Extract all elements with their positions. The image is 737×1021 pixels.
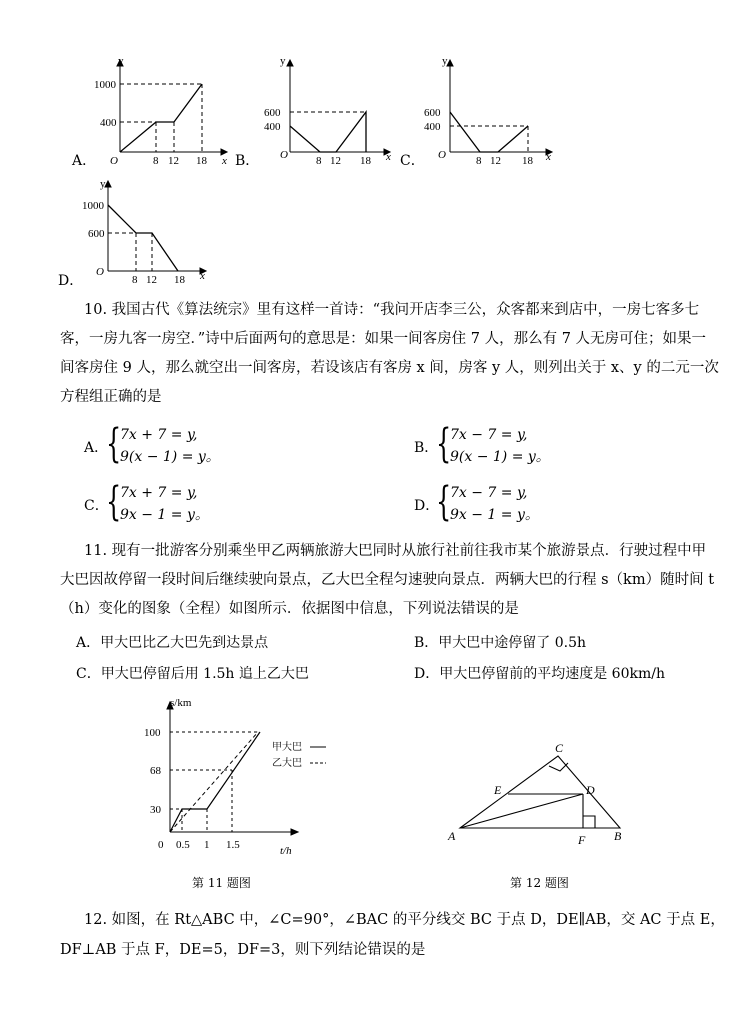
- x-tick: 18: [360, 155, 371, 167]
- x-tick: 12: [490, 155, 501, 167]
- q10-line-4: 方程组正确的是: [60, 389, 162, 405]
- q10-option-c-eq2: 9x − 1 = y。: [120, 507, 209, 523]
- x-tick: 12: [168, 155, 179, 167]
- point-e: E: [494, 783, 502, 797]
- q10-option-b-eq2: 9(x − 1) = y。: [450, 449, 550, 465]
- bus-jia-line: [170, 732, 260, 832]
- y-tick: 600: [264, 107, 281, 119]
- x-tick: 12: [330, 155, 341, 167]
- q10-option-a-eq1: 7x + 7 = y,: [120, 427, 198, 443]
- x-letter: x: [200, 270, 205, 282]
- q11-option-d: D．甲大巴停留前的平均速度是 60km/h: [414, 666, 665, 682]
- x-tick: 0: [158, 839, 164, 851]
- point-c: C: [555, 741, 564, 755]
- x-letter: x: [222, 155, 227, 167]
- origin: O: [110, 155, 118, 167]
- figure-12-caption: 第 12 题图: [510, 876, 569, 890]
- x-tick: 8: [153, 155, 159, 167]
- bus-yi-line: [170, 732, 258, 832]
- graph-d-label: D．: [58, 273, 84, 289]
- y-letter: y: [442, 55, 448, 67]
- x-tick: 1.5: [226, 839, 240, 851]
- graph-d: [82, 175, 212, 287]
- q10-option-a-label: A．: [84, 440, 109, 456]
- y-tick: 68: [150, 765, 161, 777]
- figure-11-caption: 第 11 题图: [192, 876, 251, 890]
- graph-a-label: A．: [72, 153, 97, 169]
- q10-option-a-eq2: 9(x − 1) = y。: [120, 449, 220, 465]
- y-tick: 1000: [82, 200, 104, 212]
- point-b: B: [614, 829, 622, 843]
- origin: O: [438, 149, 446, 161]
- y-tick: 400: [100, 117, 117, 129]
- y-tick: 600: [424, 107, 441, 119]
- graph-b-label: B．: [235, 153, 260, 169]
- right-angle-f: [583, 816, 595, 828]
- graph-line: [120, 84, 202, 152]
- triangle-abc: [460, 756, 620, 828]
- x-tick: 8: [316, 155, 322, 167]
- x-tick: 0.5: [176, 839, 190, 851]
- figure-12: [440, 738, 640, 850]
- q10-option-c-label: C．: [84, 498, 109, 514]
- brace: {: [106, 421, 122, 467]
- q11-line-2: 大巴因故停留一段时间后继续驶向景点，乙大巴全程匀速驶向景点．两辆大巴的行程 s（km）随时间 t: [60, 572, 715, 588]
- q10-option-d-eq2: 9x − 1 = y。: [450, 507, 539, 523]
- y-axis-label: s/km: [170, 697, 192, 709]
- y-tick: 400: [264, 121, 281, 133]
- brace: {: [106, 479, 122, 525]
- bisector-ad: [460, 794, 583, 828]
- point-d: D: [586, 783, 595, 797]
- x-letter: x: [546, 151, 551, 163]
- point-f: F: [578, 833, 586, 847]
- x-tick: 12: [146, 274, 157, 286]
- y-tick: 600: [88, 228, 105, 240]
- q11-option-c: C．甲大巴停留后用 1.5h 追上乙大巴: [76, 666, 309, 682]
- brace: {: [436, 479, 452, 525]
- q10-option-d-label: D．: [414, 498, 440, 514]
- q10-line-2: 客，一房九客一房空．”诗中后面两句的意思是：如果一间客房住 7 人，那么有 7 人无房可住；如果一: [60, 331, 707, 347]
- legend-jia: 甲大巴: [272, 742, 302, 753]
- x-tick: 1: [204, 839, 210, 851]
- q11-option-b: B．甲大巴中途停留了 0.5h: [414, 635, 587, 651]
- y-tick: 400: [424, 121, 441, 133]
- q11-line-1: 11. 现有一批游客分别乘坐甲乙两辆旅游大巴同时从旅行社前往我市某个旅游景点．行驶过程中甲: [84, 543, 707, 559]
- q10-line-1: 10. 我国古代《算法统宗》里有这样一首诗：“我问开店李三公，众客都来到店中，一房七客多七: [84, 302, 700, 318]
- x-letter: x: [386, 151, 391, 163]
- x-axis-label: t/h: [280, 845, 292, 857]
- origin: O: [96, 266, 104, 278]
- x-tick: 8: [132, 274, 138, 286]
- q10-option-b-eq1: 7x − 7 = y,: [450, 427, 528, 443]
- y-letter: y: [100, 178, 106, 190]
- point-a: A: [448, 829, 456, 843]
- y-tick: 30: [150, 804, 161, 816]
- y-letter: y: [118, 55, 124, 67]
- q10-option-c-eq1: 7x + 7 = y,: [120, 485, 198, 501]
- x-tick: 8: [476, 155, 482, 167]
- x-tick: 18: [174, 274, 185, 286]
- x-tick: 18: [196, 155, 207, 167]
- y-tick: 1000: [94, 79, 116, 91]
- q12-line-1: 12. 如图，在 Rt△ABC 中，∠C=90°，∠BAC 的平分线交 BC 于点 D，DE∥AB，交 AC 于点 E，: [84, 912, 725, 928]
- q12-line-2: DF⊥AB 于点 F，DE=5，DF=3，则下列结论错误的是: [60, 942, 426, 958]
- q10-option-d-eq1: 7x − 7 = y,: [450, 485, 528, 501]
- graph-a: [92, 52, 237, 170]
- y-tick: 100: [144, 727, 161, 739]
- origin: O: [280, 149, 288, 161]
- y-letter: y: [280, 55, 286, 67]
- brace: {: [436, 421, 452, 467]
- q10-line-3: 间客房住 9 人，那么就空出一间客房，若设该店有客房 x 间，房客 y 人，则列出关于 x、y 的二元一次: [60, 360, 719, 376]
- x-tick: 18: [522, 155, 533, 167]
- q11-option-a: A．甲大巴比乙大巴先到达景点: [76, 635, 269, 651]
- q10-option-b-label: B．: [414, 440, 439, 456]
- graph-c: [422, 52, 562, 170]
- q11-line-3: （h）变化的图象（全程）如图所示．依据图中信息，下列说法错误的是: [60, 601, 519, 617]
- graph-c-label: C．: [400, 153, 425, 169]
- graph-b: [258, 52, 398, 170]
- legend-yi: 乙大巴: [272, 758, 302, 769]
- figure-11: [140, 692, 340, 862]
